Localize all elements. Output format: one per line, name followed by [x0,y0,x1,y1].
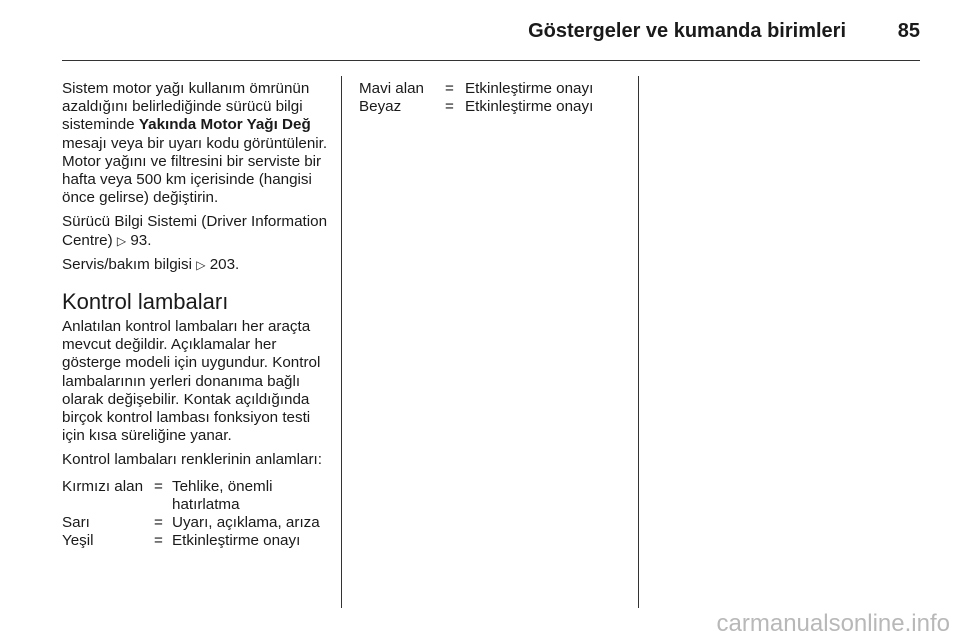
left-column [62,80,330,550]
color-name: Sarı [62,514,90,532]
equals-sign: = [154,514,163,532]
middle-column [359,80,629,116]
color-name: Kırmızı alan [62,477,144,495]
page-ref-arrow-icon: ▷ [116,233,127,248]
color-meaning-table [62,478,330,551]
equals-sign: = [154,532,163,550]
color-meaning-table-continued [359,80,629,116]
color-name: Yeşil [62,532,94,550]
page-ref-arrow-icon: ▷ [196,257,206,272]
paragraph-oil-life: Sistem motor yağı kullanım ömrünün azaldığını belirlediğinde sürücü bilgi sisteminde Yakında Motor Yağı Değ mesajı veya bir uyarı kodu görüntülenir. Motor yağını ve filtresini bir serviste bir hafta veya 500 km içerisinde (hangisi önce gelirse) değiştirin. [62,80,328,207]
color-meaning: Uyarı, açıklama, arıza [172,514,320,532]
paragraph-control-lamps: Anlatılan kontrol lambaları her araçta mevcut değildir. Açıklamalar her gösterge modeli için uygundur. Kontrol lambalarının yerleri donanıma bağlı olarak değişebilir. Kontak açıldığında birçok kontrol lambası fonksiyon testi için kısa süreliğine yanar. [62,318,321,445]
watermark: carmanualsonline.info [716,610,950,637]
equals-sign: = [445,80,454,97]
column-divider [638,76,639,608]
bold-message: Yakında Motor Yağı Değ [138,116,311,134]
equals-sign: = [154,477,163,495]
paragraph-colors-intro: Kontrol lambaları renklerinin anlamları: [62,451,322,469]
color-meaning: Etkinleştirme onayı [172,532,301,550]
color-name: Beyaz [359,98,402,116]
paragraph-service-ref: Servis/bakım bilgisi ▷ 203. [62,255,240,273]
page-ref-link[interactable]: 93. [130,231,152,249]
color-name: Mavi alan [359,80,424,97]
page-ref-link[interactable]: 203. [209,255,240,273]
page-number: 85 [897,20,920,42]
color-meaning: Etkinleştirme onayı [465,98,594,116]
section-heading: Kontrol lambaları [62,289,229,315]
column-divider [341,76,342,608]
page-header [62,20,920,61]
equals-sign: = [445,98,454,116]
color-meaning: Etkinleştirme onayı [465,80,594,97]
page-title: Göstergeler ve kumanda birimleri [528,20,846,42]
color-meaning: Tehlike, önemli hatırlatma [172,477,273,513]
paragraph-dic-ref: Sürücü Bilgi Sistemi (Driver Information Centre) ▷ 93. [62,213,328,249]
